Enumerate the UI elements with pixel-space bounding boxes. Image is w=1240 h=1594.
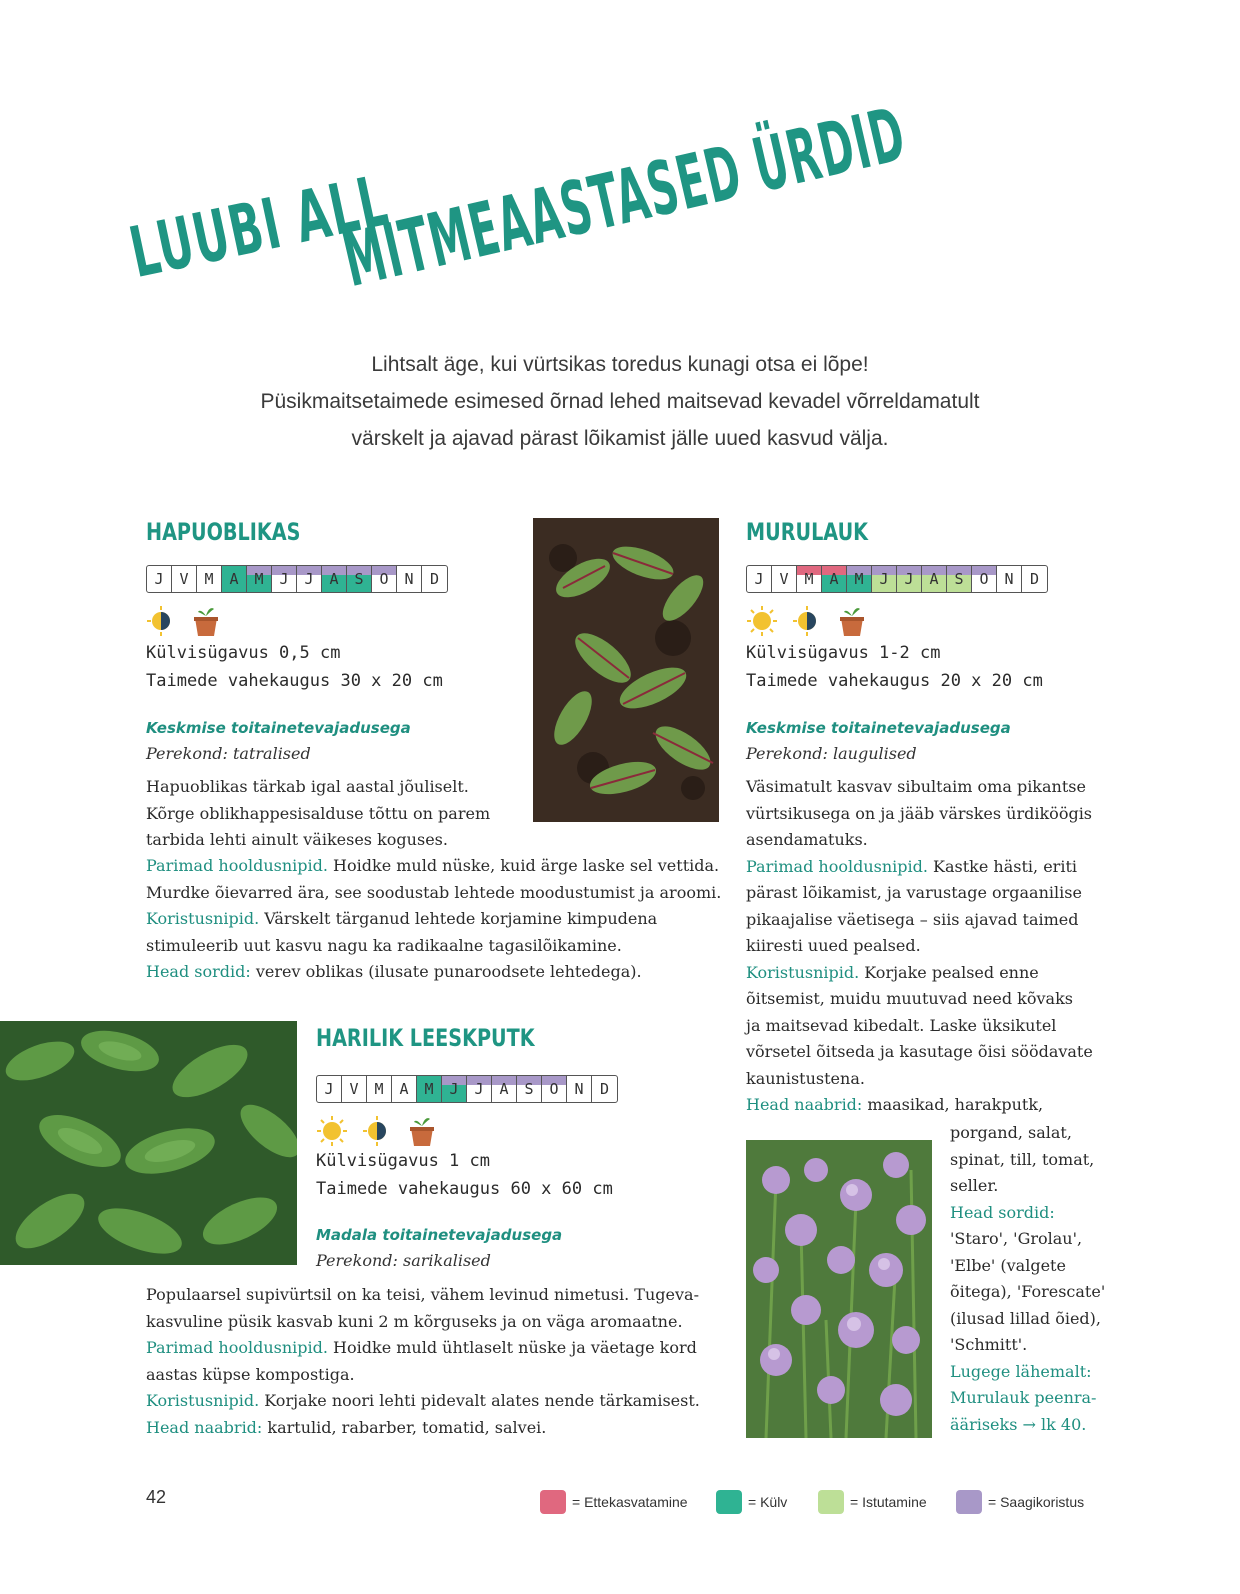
nutrient-need-murulauk: Keskmise toitainetevajadusega bbox=[746, 719, 1011, 737]
page-title-line1: LUUBI ALL bbox=[122, 159, 396, 294]
month-cell: S bbox=[947, 566, 972, 592]
nutrient-need-hapuoblikas: Keskmise toitainetevajadusega bbox=[146, 719, 411, 737]
legend-swatch bbox=[818, 1490, 844, 1514]
calendar-leeskputk bbox=[316, 1075, 618, 1103]
page-reference-link[interactable]: ääriseks → lk 40. bbox=[950, 1414, 1087, 1434]
month-cell: S bbox=[347, 566, 372, 592]
legend-swatch bbox=[540, 1490, 566, 1514]
month-cell: S bbox=[517, 1076, 542, 1102]
partial-shade-icon bbox=[146, 605, 176, 637]
calendar-murulauk bbox=[746, 565, 1048, 593]
partial-shade-icon bbox=[362, 1115, 392, 1147]
month-cell: J bbox=[147, 566, 172, 592]
month-cell: J bbox=[442, 1076, 467, 1102]
side-notes-murulauk: porgand, salat, spinat, till, tomat, seller. Head sordid: 'Staro', 'Grolau', 'Elbe' (valgete õitega), 'Forescate' (ilusad lillad õied), 'Schmitt'. Lugege lähemalt: Murulauk peenra- ääriseks → lk 40. bbox=[950, 1120, 1120, 1438]
page-number: 42 bbox=[146, 1487, 167, 1507]
sun-icon bbox=[316, 1115, 348, 1147]
month-cell: A bbox=[322, 566, 347, 592]
month-cell: V bbox=[172, 566, 197, 592]
month-cell: A bbox=[822, 566, 847, 592]
month-cell: A bbox=[922, 566, 947, 592]
light-icons-hapuoblikas bbox=[146, 604, 222, 638]
pot-plant-icon bbox=[406, 1114, 438, 1148]
month-cell: A bbox=[392, 1076, 417, 1102]
month-cell: N bbox=[567, 1076, 592, 1102]
plant-title-leeskputk: HARILIK LEESKPUTK bbox=[316, 1024, 535, 1052]
month-cell: V bbox=[342, 1076, 367, 1102]
month-cell: J bbox=[467, 1076, 492, 1102]
month-cell: O bbox=[542, 1076, 567, 1102]
month-cell: J bbox=[747, 566, 772, 592]
pot-plant-icon bbox=[190, 604, 222, 638]
month-cell: D bbox=[599, 1080, 610, 1098]
plant-family-hapuoblikas: Perekond: tatralised bbox=[146, 744, 311, 763]
light-icons-leeskputk bbox=[316, 1114, 438, 1148]
plant-spacing-hapuoblikas: Taimede vahekaugus 30 x 20 cm bbox=[146, 671, 443, 691]
description-murulauk: Väsimatult kasvav sibultaim oma pikantse vürtsikusega on ja jääb värskes ürdiköögis asendamatuks. Parimad hooldusnipid. Kastke hästi, eriti pärast lõikamist, ja varustage orgaanilise pikaajalise väetisega – siis ajavad taimed kiiresti uued pealsed. Koristusnipid. Korjake pealsed enne õitsemist, muidu muutuvad need kõvaks ja maitsevad kibedalt. Laske üksikutel võrsetel õitseda ja kasutage õisi söödavate kaunistustena. Head naabrid: maasikad, harakputk, bbox=[746, 777, 1093, 1114]
pot-plant-icon bbox=[836, 604, 868, 638]
month-cell: J bbox=[872, 566, 897, 592]
month-cell: M bbox=[847, 566, 872, 592]
plant-title-murulauk: MURULAUK bbox=[746, 518, 869, 546]
month-cell: M bbox=[247, 566, 272, 592]
light-icons-murulauk bbox=[746, 604, 868, 638]
nutrient-need-leeskputk: Madala toitainetevajadusega bbox=[316, 1226, 563, 1244]
legend-swatch bbox=[956, 1490, 982, 1514]
legend-swatch bbox=[716, 1490, 742, 1514]
plant-spacing-murulauk: Taimede vahekaugus 20 x 20 cm bbox=[746, 671, 1043, 691]
month-cell: J bbox=[897, 566, 922, 592]
month-cell: N bbox=[997, 566, 1022, 592]
month-cell: O bbox=[372, 566, 397, 592]
care-tips-hapuoblikas: Parimad hooldusnipid. Hoidke muld nüske, kuid ärge laske sel vettida. Murdke õievarred ära, see soodustab lehtede moodustumist ja aroomi. Koristusnipid. Värskelt tärganud lehtede korjamine kimpudena stimuleerib uut kasvu nagu ka radikaalne tagasilõikamine. Head sordid: verev oblikas (ilusate punaroodsete lehtedega). bbox=[146, 856, 722, 981]
intro-line: värskelt ja ajavad pärast lõikamist jälle uued kasvud välja. bbox=[351, 427, 889, 450]
description-hapuoblikas: Hapuoblikas tärkab igal aastal jõuliselt. Kõrge oblikhappesisalduse tõttu on parem tarbida lehti ainult väikeses koguses. bbox=[146, 777, 491, 849]
calendar-hapuoblikas bbox=[146, 565, 448, 593]
partial-shade-icon bbox=[792, 605, 822, 637]
month-cell: D bbox=[429, 570, 440, 588]
plant-family-murulauk: Perekond: laugulised bbox=[746, 744, 917, 763]
legend-item: = Ettekasvatamine bbox=[540, 1490, 688, 1514]
month-cell: O bbox=[972, 566, 997, 592]
month-cell: M bbox=[417, 1076, 442, 1102]
legend-item: = Istutamine bbox=[818, 1490, 927, 1514]
sowing-depth-murulauk: Külvisügavus 1-2 cm bbox=[746, 643, 941, 663]
month-cell: J bbox=[317, 1076, 342, 1102]
month-cell: M bbox=[797, 566, 822, 592]
month-cell: V bbox=[772, 566, 797, 592]
lovage-photo bbox=[0, 1021, 297, 1265]
legend-item: = Külv bbox=[716, 1490, 787, 1514]
month-cell: J bbox=[297, 566, 322, 592]
legend-item: = Saagikoristus bbox=[956, 1490, 1084, 1514]
intro-line: Lihtsalt äge, kui vürtsikas toredus kunagi otsa ei lõpe! bbox=[371, 353, 869, 376]
page-title-line2: MITMEAASTASED ÜRDID bbox=[335, 91, 914, 304]
chives-photo bbox=[746, 1140, 932, 1438]
page-reference-link[interactable]: Murulauk peenra- bbox=[950, 1388, 1097, 1407]
intro-line: Püsikmaitsetaimede esimesed õrnad lehed maitsevad kevadel võrreldamatult bbox=[260, 390, 980, 413]
month-cell: M bbox=[197, 566, 222, 592]
plant-family-leeskputk: Perekond: sarikalised bbox=[316, 1251, 491, 1270]
sorrel-photo bbox=[533, 518, 719, 822]
month-cell: A bbox=[492, 1076, 517, 1102]
month-cell: D bbox=[1029, 570, 1040, 588]
month-cell: J bbox=[272, 566, 297, 592]
sowing-depth-hapuoblikas: Külvisügavus 0,5 cm bbox=[146, 643, 341, 663]
month-cell: M bbox=[367, 1076, 392, 1102]
month-cell: N bbox=[397, 566, 422, 592]
intro-paragraph bbox=[150, 346, 1090, 457]
plant-spacing-leeskputk: Taimede vahekaugus 60 x 60 cm bbox=[316, 1179, 613, 1199]
sowing-depth-leeskputk: Külvisügavus 1 cm bbox=[316, 1151, 490, 1171]
plant-title-hapuoblikas: HAPUOBLIKAS bbox=[146, 518, 301, 546]
description-leeskputk: Populaarsel supivürtsil on ka teisi, vähem levinud nimetusi. Tugeva- kasvuline püsik kasvab kuni 2 m kõrguseks ja on väga aromaatne. Parimad hooldusnipid. Hoidke muld ühtlaselt nüske ja väetage kord aastas küpse kompostiga. Koristusnipid. Korjake noori lehti pidevalt alates nende tärkamisest. Head naabrid: kartulid, rabarber, tomatid, salvei. bbox=[146, 1285, 700, 1437]
sun-icon bbox=[746, 605, 778, 637]
month-cell: A bbox=[222, 566, 247, 592]
